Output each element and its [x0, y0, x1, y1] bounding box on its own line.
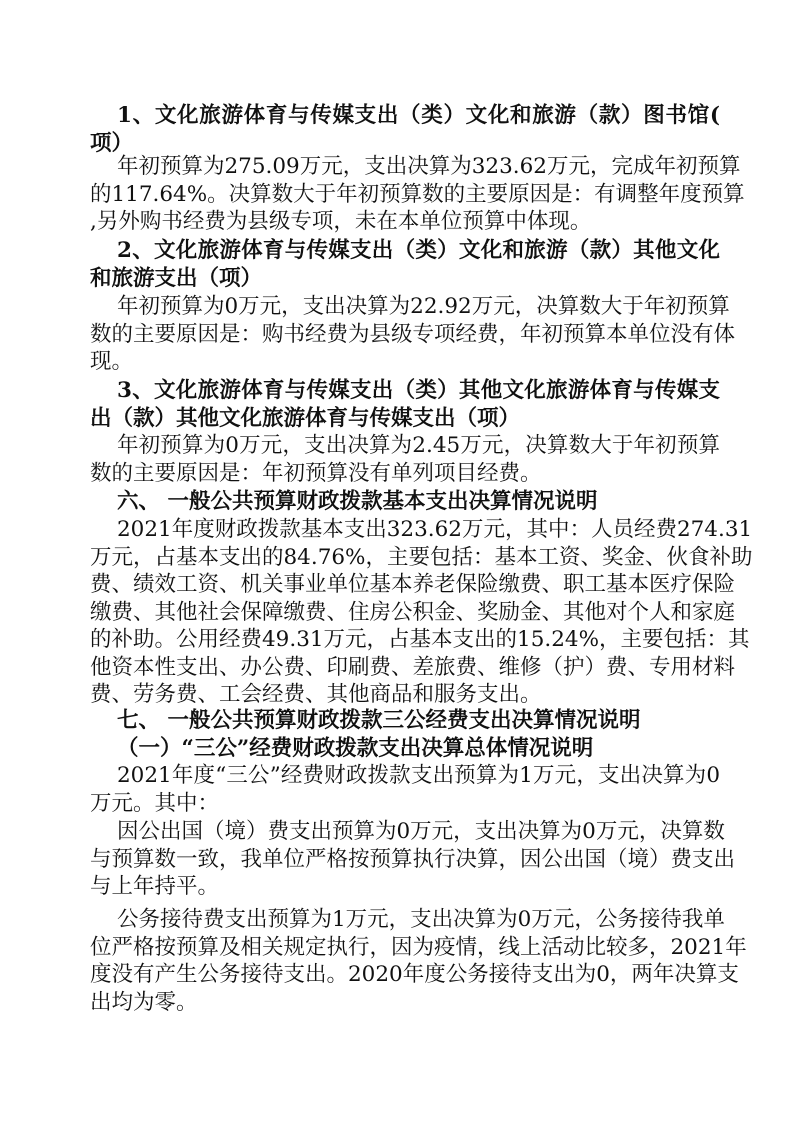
text-line: 度没有产生公务接待支出。2020年度公务接待支出为0，两年决算支	[90, 962, 739, 987]
section-heading	[90, 735, 720, 763]
section-heading	[90, 377, 720, 432]
text-line: ,另外购书经费为县级专项，未在本单位预算中体现。	[90, 209, 592, 234]
text-line: 和旅游支出（项）	[90, 265, 263, 291]
text-line: 出均为零。	[90, 989, 198, 1015]
text-line: 1、文化旅游体育与传媒支出（类）文化和旅游（款）图书馆(	[117, 103, 720, 128]
text-line: 现。	[90, 349, 134, 374]
text-line: 费、劳务费、工会经费、其他商品和服务支出。	[90, 682, 542, 707]
body-paragraph	[90, 293, 736, 376]
body-paragraph	[90, 818, 736, 901]
text-line: 2021年度“三公”经费财政拨款支出预算为1万元，支出决算为0	[117, 763, 720, 788]
text-line: 万元。其中：	[90, 790, 220, 816]
text-line: 的117.64%。决算数大于年初预算数的主要原因是：有调整年度预算	[90, 181, 745, 207]
text-line: 七、 一般公共预算财政拨款三公经费支出决算情况说明	[117, 708, 641, 733]
text-line: 与上年持平。	[90, 874, 220, 899]
text-line: 年初预算为0万元，支出决算为2.45万元，决算数大于年初预算	[117, 433, 720, 458]
text-line: 六、 一般公共预算财政拨款基本支出决算情况说明	[117, 489, 598, 514]
body-paragraph	[90, 432, 720, 487]
text-line: 位严格按预算及相关规定执行，因为疫情，线上活动比较多，2021年	[90, 934, 747, 960]
text-line: 缴费、其他社会保障缴费、住房公积金、奖励金、其他对个人和家庭	[90, 599, 736, 625]
text-line: 因公出国（境）费支出预算为0万元，支出决算为0万元，决算数	[117, 819, 725, 844]
body-paragraph	[90, 153, 745, 236]
section-heading	[90, 102, 720, 157]
section-heading	[90, 488, 720, 516]
text-line: 年初预算为275.09万元，支出决算为323.62万元，完成年初预算	[117, 154, 741, 179]
text-line: 费、绩效工资、机关事业单位基本养老保险缴费、职工基本医疗保险	[90, 572, 736, 597]
text-line: 项）	[90, 130, 134, 156]
text-line: （一）“三公”经费财政拨款支出决算总体情况说明	[117, 736, 594, 761]
text-line: 出（款）其他文化旅游体育与传媒支出（项）	[90, 405, 521, 431]
text-line: 他资本性支出、办公费、印刷费、差旅费、维修（护）费、专用材料	[90, 654, 736, 680]
text-line: 2021年度财政拨款基本支出323.62万元，其中：人员经费274.31	[117, 517, 753, 542]
body-paragraph	[90, 906, 747, 1016]
text-line: 公务接待费支出预算为1万元，支出决算为0万元，公务接待我单	[117, 907, 725, 932]
body-paragraph	[90, 762, 720, 817]
section-heading	[90, 237, 720, 292]
text-line: 数的主要原因是：购书经费为县级专项经费，年初预算本单位没有体	[90, 321, 736, 347]
text-line: 2、文化旅游体育与传媒支出（类）文化和旅游（款）其他文化	[117, 238, 720, 263]
text-line: 数的主要原因是：年初预算没有单列项目经费。	[90, 460, 542, 486]
body-paragraph	[90, 516, 753, 709]
section-heading	[90, 707, 720, 735]
text-line: 的补助。公用经费49.31万元，占基本支出的15.24%，主要包括：其	[90, 627, 750, 652]
text-line: 与预算数一致，我单位严格按预算执行决算，因公出国（境）费支出	[90, 846, 736, 872]
text-line: 万元，占基本支出的84.76%，主要包括：基本工资、奖金、伙食补助	[90, 544, 753, 570]
text-line: 年初预算为0万元，支出决算为22.92万元，决算数大于年初预算	[117, 294, 730, 319]
text-line: 3、文化旅游体育与传媒支出（类）其他文化旅游体育与传媒支	[117, 378, 720, 403]
